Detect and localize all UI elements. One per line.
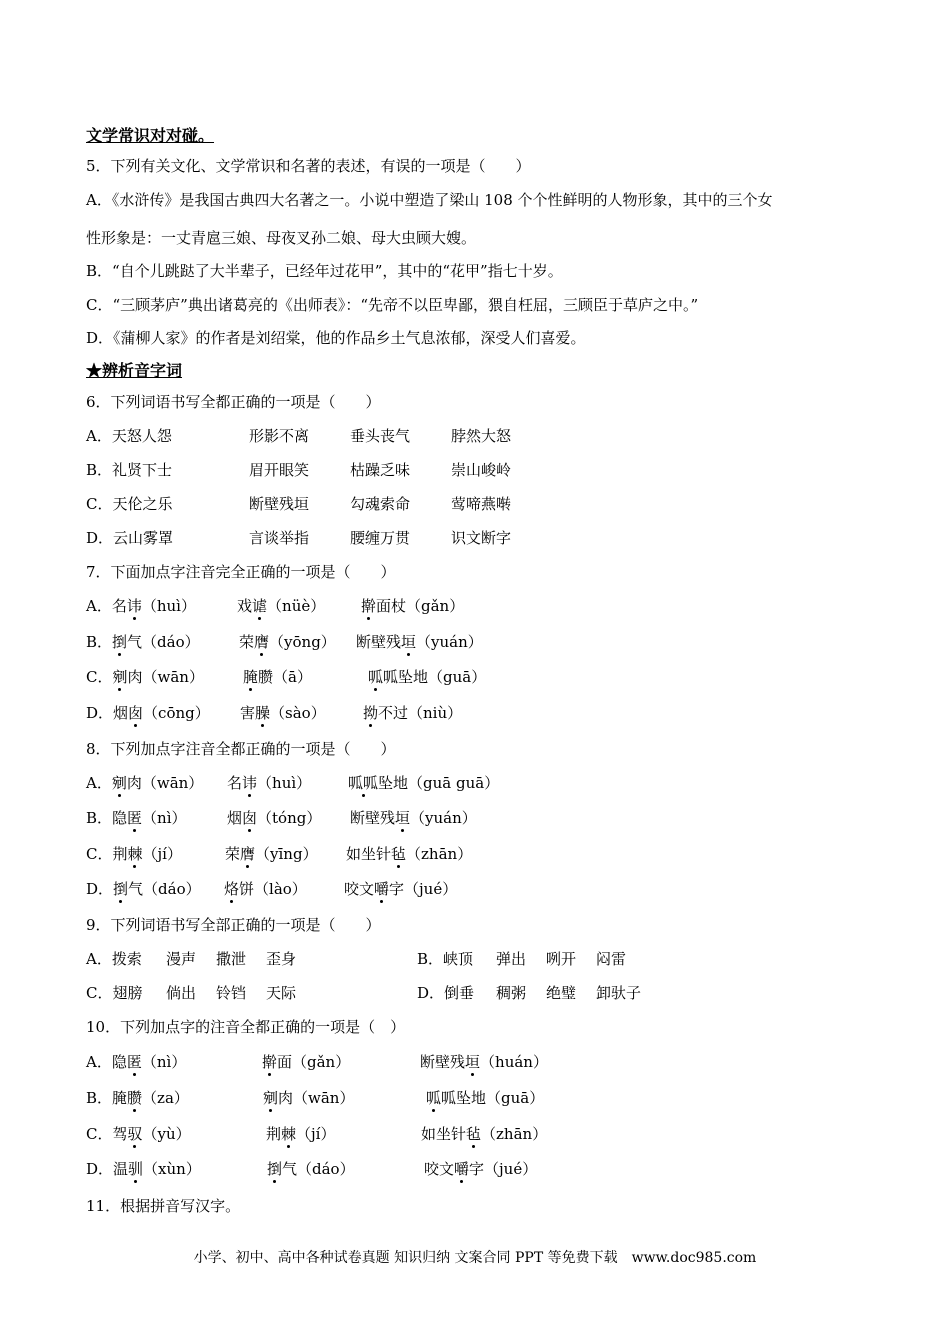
q6-d-word-1: D．云山雾罩 (86, 529, 174, 547)
q6-b-word-1: B．礼贤下士 (86, 461, 173, 479)
q8-a-item-1: A．剜肉（wān） (86, 774, 204, 792)
q5-option-a-line2: 性形象是：一丈青扈三娘、母夜叉孙二娘、母大虫顾大嫂。 (86, 229, 477, 247)
q5-option-c: C．“三顾茅庐”典出诸葛亮的《出师表》：“先帝不以臣卑鄙，猥自枉屈，三顾臣于草庐之中。” (86, 296, 699, 314)
q8-stem: 8．下列加点字注音全都正确的一项是（ ） (86, 740, 396, 758)
q6-b-word-2: 眉开眼笑 (249, 461, 310, 479)
q6-a-word-2: 形影不离 (249, 427, 310, 445)
q9-b-word-1: B．峡顶 (417, 950, 474, 968)
q7-d-item-3: 拗不过（niù） (363, 704, 463, 722)
q9-c-word-3: 铃铛 (216, 984, 247, 1002)
q11-stem: 11．根据拼音写汉字。 (86, 1197, 241, 1215)
q8-a-item-3: 呱呱坠地（guā guā） (348, 774, 500, 792)
q9-a-word-1: A．拨索 (86, 950, 142, 968)
q10-a-item-1: A．隐匿（nì） (86, 1053, 187, 1071)
q7-stem: 7．下面加点字注音完全正确的一项是（ ） (86, 563, 396, 581)
q9-a-word-3: 撒泄 (216, 950, 247, 968)
q7-b-item-3: 断壁残垣（yuán） (356, 633, 483, 651)
q6-d-word-2: 言谈举指 (249, 529, 310, 547)
q7-d-item-2: 害臊（sào） (240, 704, 326, 722)
q5-stem: 5．下列有关文化、文学常识和名著的表述，有误的一项是（ ） (86, 157, 531, 175)
q6-a-word-3: 垂头丧气 (350, 427, 411, 445)
q10-stem: 10．下列加点字的注音全都正确的一项是（ ） (86, 1018, 406, 1036)
q9-d-word-2: 稠粥 (496, 984, 527, 1002)
q6-d-word-4: 识文断字 (451, 529, 512, 547)
q7-b-item-2: 荣膺（yōng） (239, 633, 336, 651)
q6-c-word-1: C．天伦之乐 (86, 495, 173, 513)
section-title-literature: 文学常识对对碰。 (86, 126, 215, 145)
page-footer: 小学、初中、高中各种试卷真题 知识归纳 文案合同 PPT 等免费下载 www.doc985.com (193, 1250, 757, 1266)
q10-d-item-1: D．温驯（xùn） (86, 1160, 201, 1178)
q9-c-word-1: C．翅膀 (86, 984, 143, 1002)
q10-c-item-3: 如坐针毡（zhān） (421, 1125, 548, 1143)
q10-c-item-1: C．驾驭（yù） (86, 1125, 191, 1143)
q10-b-item-3: 呱呱坠地（guā） (426, 1089, 545, 1107)
q9-a-word-2: 漫声 (166, 950, 197, 968)
q9-d-word-3: 绝璧 (546, 984, 577, 1002)
q9-b-word-4: 闷雷 (596, 950, 627, 968)
q9-a-word-4: 歪身 (266, 950, 297, 968)
q5-option-a-line1: A．《水浒传》是我国古典四大名著之一。小说中塑造了梁山 108 个个性鲜明的人物形象，其中的三个女 (86, 191, 773, 209)
q7-a-item-2: 戏谑（nüè） (237, 597, 326, 615)
q9-d-word-4: 卸驮子 (596, 984, 642, 1002)
q8-b-item-1: B．隐匿（nì） (86, 809, 187, 827)
q7-c-item-3: 呱呱坠地（guā） (368, 668, 487, 686)
q10-a-item-2: 擀面（gǎn） (262, 1053, 351, 1071)
q9-c-word-4: 天际 (266, 984, 297, 1002)
q6-b-word-3: 枯躁乏味 (350, 461, 411, 479)
q10-b-item-1: B．腌臜（za） (86, 1089, 189, 1107)
q8-c-item-1: C．荆棘（jí） (86, 845, 182, 863)
q5-option-d: D．《蒲柳人家》的作者是刘绍棠，他的作品乡土气息浓郁，深受人们喜爱。 (86, 329, 586, 347)
q8-b-item-3: 断壁残垣（yuán） (350, 809, 477, 827)
q6-d-word-3: 腰缠万贯 (350, 529, 411, 547)
q7-a-item-1: A．名讳（huì） (86, 597, 196, 615)
q6-c-word-2: 断壁残垣 (249, 495, 310, 513)
section-title-words: ★辨析音字词 (86, 361, 183, 380)
q10-b-item-2: 剜肉（wān） (263, 1089, 355, 1107)
q7-c-item-1: C．剜肉（wān） (86, 668, 204, 686)
q7-b-item-1: B．捯气（dáo） (86, 633, 200, 651)
q9-c-word-2: 倘出 (166, 984, 197, 1002)
q9-b-word-2: 弹出 (496, 950, 527, 968)
q10-d-item-3: 咬文嚼字（jué） (424, 1160, 538, 1178)
q5-option-b: B．“自个儿跳跶了大半辈子，已经年过花甲”，其中的“花甲”指七十岁。 (86, 262, 563, 280)
q9-d-word-1: D．倒垂 (417, 984, 475, 1002)
q10-c-item-2: 荆棘（jí） (266, 1125, 336, 1143)
q6-c-word-4: 莺啼燕啭 (451, 495, 512, 513)
q9-b-word-3: 咧开 (546, 950, 577, 968)
q7-a-item-3: 擀面杖（gǎn） (361, 597, 465, 615)
q6-b-word-4: 崇山峻岭 (451, 461, 512, 479)
q8-c-item-3: 如坐针毡（zhān） (346, 845, 473, 863)
q6-c-word-3: 勾魂索命 (350, 495, 411, 513)
q7-d-item-1: D．烟囱（cōng） (86, 704, 210, 722)
q10-d-item-2: 捯气（dáo） (267, 1160, 355, 1178)
q6-a-word-1: A．天怒人怨 (86, 427, 172, 445)
q8-c-item-2: 荣膺（yīng） (225, 845, 318, 863)
q8-d-item-2: 烙饼（lào） (224, 880, 307, 898)
q8-a-item-2: 名讳（huì） (227, 774, 312, 792)
q8-d-item-1: D．捯气（dáo） (86, 880, 201, 898)
q8-d-item-3: 咬文嚼字（jué） (344, 880, 458, 898)
q9-stem: 9．下列词语书写全部正确的一项是（ ） (86, 916, 381, 934)
q8-b-item-2: 烟囱（tóng） (227, 809, 322, 827)
q10-a-item-3: 断壁残垣（huán） (420, 1053, 548, 1071)
q7-c-item-2: 腌臜（ā） (243, 668, 312, 686)
q6-a-word-4: 脖然大怒 (451, 427, 512, 445)
q6-stem: 6．下列词语书写全都正确的一项是（ ） (86, 393, 381, 411)
